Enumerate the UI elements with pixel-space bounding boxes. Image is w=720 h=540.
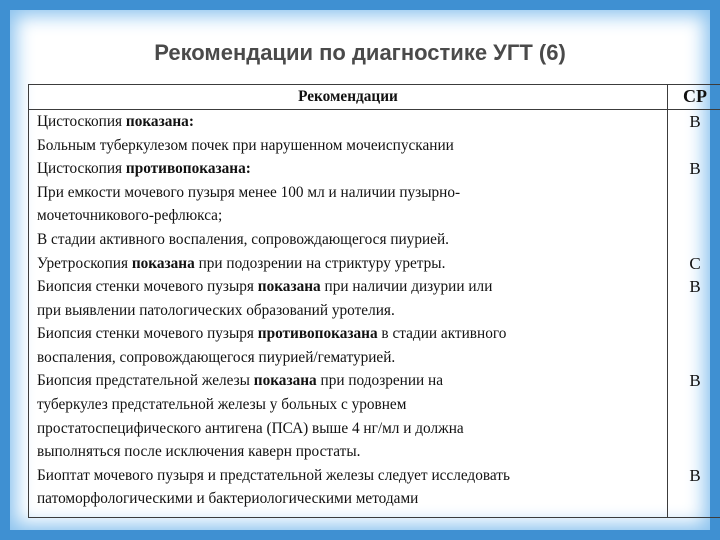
line-text-tail: при наличии дизурии или xyxy=(320,278,493,296)
line-text-tail: при подозрении на стриктуру уретры. xyxy=(194,254,446,272)
line-text: Цистоскопия xyxy=(37,112,126,130)
line-text: В стадии активного воспаления, сопровождающегося пиурией. xyxy=(37,230,449,248)
evidence-level: В xyxy=(689,465,701,485)
evidence-level: В xyxy=(689,111,701,131)
evidence-level xyxy=(668,134,720,158)
evidence-level xyxy=(668,487,720,511)
line-text: Биопсия предстательной железы xyxy=(37,372,254,390)
line-emphasis: показана xyxy=(257,278,321,296)
table-body-row xyxy=(29,109,720,517)
table-line xyxy=(37,157,667,181)
table-line xyxy=(37,346,667,370)
evidence-level xyxy=(668,346,720,370)
header-level: СР xyxy=(668,85,720,110)
evidence-level xyxy=(668,393,720,417)
evidence-level xyxy=(668,440,720,464)
line-text: Биопсия стенки мочевого пузыря xyxy=(37,278,258,296)
evidence-level xyxy=(668,299,720,323)
line-text: патоморфологическими и бактериологическими методами xyxy=(37,490,419,508)
line-emphasis: противопоказана: xyxy=(125,160,251,178)
table-line xyxy=(37,204,667,228)
levels-cell xyxy=(668,109,720,517)
table-line xyxy=(37,228,667,252)
line-text: простатоспецифического антигена (ПСА) выше 4 нг/мл и должна xyxy=(37,419,464,437)
table-line xyxy=(37,393,667,417)
line-text: Больным туберкулезом почек при нарушенном мочеиспускании xyxy=(37,136,454,154)
line-text: выполняться после исключения каверн простаты. xyxy=(37,443,361,461)
line-emphasis: показана: xyxy=(125,112,194,130)
evidence-level: В xyxy=(689,277,701,297)
table-line xyxy=(37,369,667,393)
line-text: при выявлении патологических образований уротелия. xyxy=(37,301,395,319)
table-line xyxy=(37,110,667,134)
header-recommendations: Рекомендации xyxy=(29,85,668,110)
evidence-level xyxy=(668,181,720,205)
line-text: Биоптат мочевого пузыря и предстательной железы следует исследовать xyxy=(37,466,510,484)
line-text-tail: при подозрении на xyxy=(316,372,444,390)
table-line xyxy=(37,181,667,205)
table-line xyxy=(37,417,667,441)
evidence-level xyxy=(668,417,720,441)
table-line xyxy=(37,275,667,299)
evidence-level: В xyxy=(689,159,701,179)
table-line xyxy=(37,299,667,323)
line-text: мочеточникового-рефлюкса; xyxy=(37,207,223,225)
evidence-level: В xyxy=(689,371,701,391)
line-text: туберкулез предстательной железы у больных с уровнем xyxy=(37,396,407,414)
evidence-level xyxy=(668,322,720,346)
line-text: Биопсия стенки мочевого пузыря xyxy=(37,325,258,343)
table-header-row xyxy=(29,85,720,110)
line-text-tail: в стадии активного xyxy=(377,325,507,343)
recommendations-table xyxy=(28,84,720,518)
line-text: При емкости мочевого пузыря менее 100 мл и наличии пузырно- xyxy=(37,183,461,201)
table-line xyxy=(37,252,667,276)
line-text: Уретроскопия xyxy=(37,254,132,272)
table-line xyxy=(37,440,667,464)
evidence-level xyxy=(668,228,720,252)
line-emphasis: противопоказана xyxy=(257,325,378,343)
slide-title: Рекомендации по диагностике УГТ (6) xyxy=(154,40,566,65)
table-line xyxy=(37,322,667,346)
line-text: Цистоскопия xyxy=(37,160,126,178)
evidence-level xyxy=(668,204,720,228)
table-line xyxy=(37,464,667,488)
line-emphasis: показана xyxy=(253,372,317,390)
table-line xyxy=(37,487,667,511)
recommendations-text-cell xyxy=(29,109,668,517)
table-line xyxy=(37,134,667,158)
evidence-level: С xyxy=(689,253,701,273)
line-emphasis: показана xyxy=(131,254,195,272)
line-text: воспаления, сопровождающегося пиурией/гематурией. xyxy=(37,348,396,366)
